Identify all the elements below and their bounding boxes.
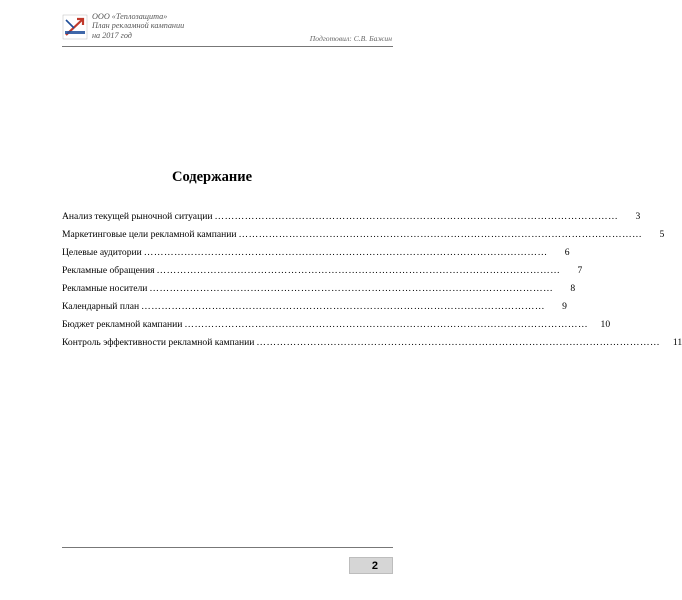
document-title-line-2: на 2017 год [92,30,132,40]
toc-entry-page: 7 [577,265,583,276]
table-of-contents [62,211,682,355]
toc-entry-page: 11 [672,337,682,348]
company-name: ООО «Теплозащита» [92,12,168,21]
document-title-line-1: План рекламной кампании [92,21,185,31]
teplozashchita-logo-icon [62,14,88,40]
toc-entry-text: Календарный план [62,301,140,312]
toc-entry-text: Рекламные обращения [62,265,155,276]
page-number: 2 [371,560,378,572]
toc-entry[interactable] [62,337,682,355]
toc-entry-page: 10 [600,319,611,330]
toc-entry-page: 5 [659,229,665,240]
footer-divider [62,547,393,548]
toc-entry[interactable] [62,301,567,319]
toc-leader-dots: ………………………………………………………………………………………………………… [238,229,643,240]
toc-entry[interactable] [62,265,583,283]
header-text-block [92,12,184,40]
toc-entry[interactable] [62,229,665,247]
toc-entry[interactable] [62,211,641,229]
toc-entry[interactable] [62,283,576,301]
toc-leader-dots: ………………………………………………………………………………………………………… [149,283,554,294]
header-divider [62,46,393,47]
toc-leader-dots: ………………………………………………………………………………………………………… [143,247,548,258]
toc-title: Содержание [171,169,253,185]
toc-leader-dots: ………………………………………………………………………………………………………… [156,265,561,276]
toc-leader-dots: ………………………………………………………………………………………………………… [141,301,545,312]
toc-leader-dots: ………………………………………………………………………………………………………… [256,337,661,348]
toc-entry-text: Анализ текущей рыночной ситуации [62,211,213,222]
toc-entry[interactable] [62,319,611,337]
toc-leader-dots: ………………………………………………………………………………………………………… [214,211,619,222]
toc-leader-dots: ………………………………………………………………………………………………………… [184,319,589,330]
toc-entry-text: Рекламные носители [62,283,148,294]
toc-entry[interactable] [62,247,570,265]
toc-entry-page: 9 [562,301,567,312]
toc-entry-text: Маркетинговые цели рекламной кампании [62,229,237,240]
toc-entry-page: 6 [564,247,570,258]
toc-entry-text: Целевые аудитории [62,247,142,258]
prepared-by: Подготовил: С.В. Бажин [309,34,392,43]
page-number-box [349,557,393,574]
toc-entry-page: 3 [635,211,641,222]
toc-entry-text: Бюджет рекламной кампании [62,319,183,330]
toc-entry-page: 8 [570,283,576,294]
toc-entry-text: Контроль эффективности рекламной кампании [62,337,255,348]
